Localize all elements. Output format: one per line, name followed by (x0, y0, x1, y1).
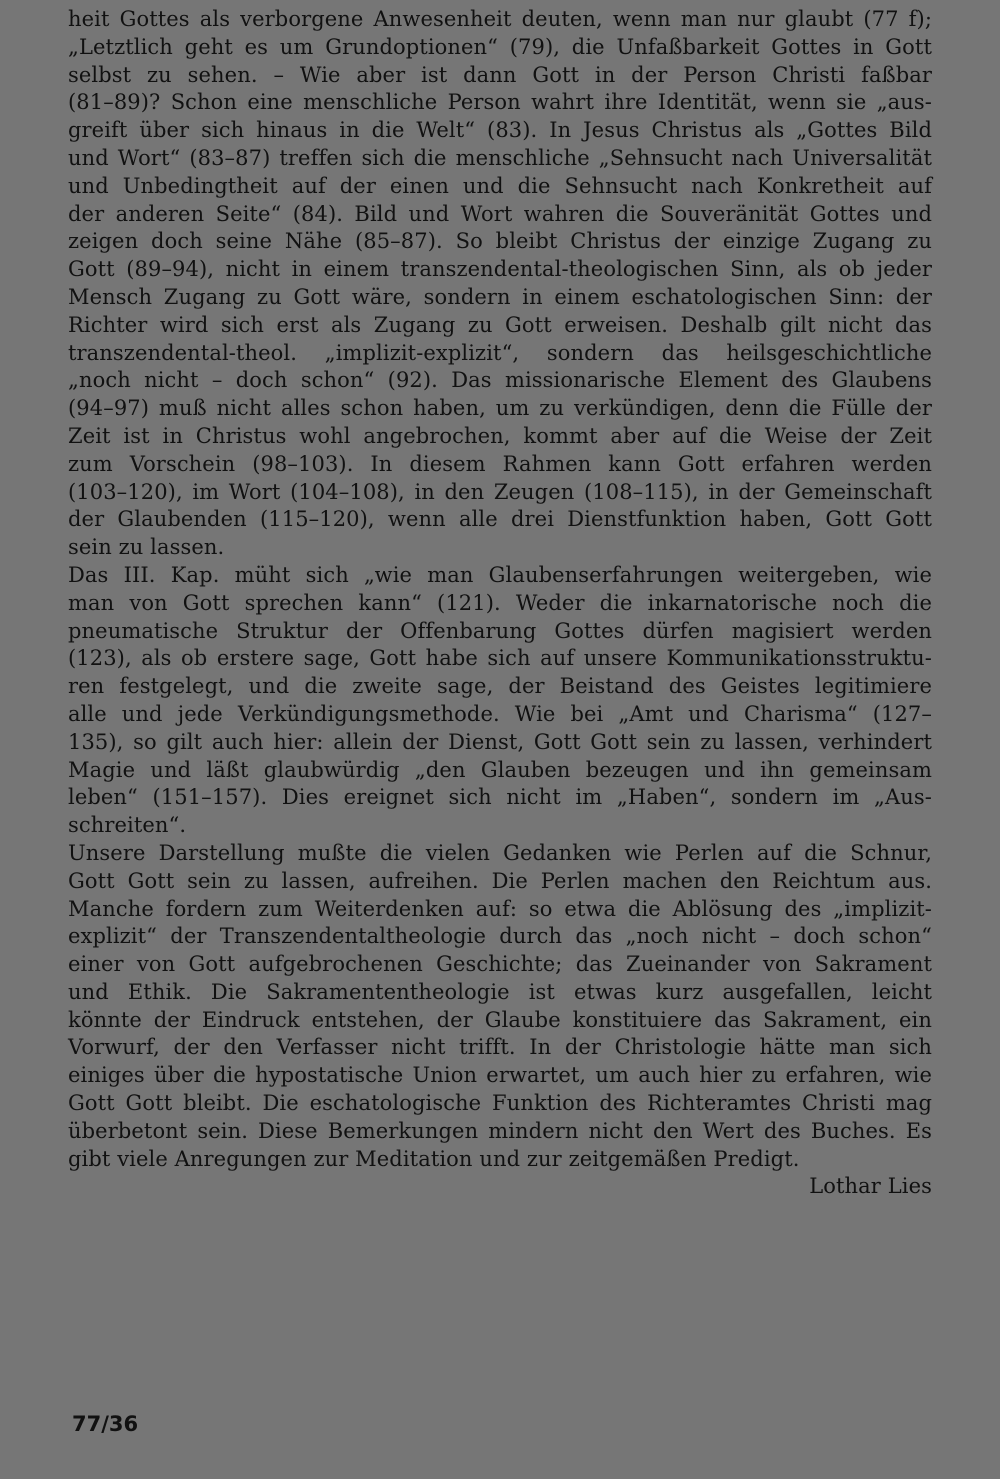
text-line: zeigen doch seine Nähe (85–87). So bleibt Christus der einzige Zugang zu (68, 229, 932, 254)
text-line: einer von Gott aufgebrochenen Geschichte; das Zueinander von Sakrament (68, 952, 932, 977)
text-line: (81–89)? Schon eine menschliche Person wahrt ihre Identität, wenn sie „aus- (68, 90, 932, 115)
text-line: transzendental-theol. „implizit-explizit“, sondern das heilsgeschichtliche (68, 340, 932, 365)
text-line: Gott Gott bleibt. Die eschatologische Funktion des Richteramtes Christi mag (68, 1091, 932, 1116)
text-line: alle und jede Verkündigungsmethode. Wie bei „Amt und Charisma“ (127– (68, 701, 932, 726)
author-signature: Lothar Lies (809, 1174, 932, 1199)
text-line: (103–120), im Wort (104–108), in den Zeugen (108–115), in der Gemeinschaft (68, 479, 932, 504)
text-line: Gott Gott sein zu lassen, aufreihen. Die Perlen machen den Reichtum aus. (68, 868, 932, 893)
review-text (68, 6, 932, 1201)
text-line: ren festgelegt, und die zweite sage, der Beistand des Geistes legitimiere (68, 674, 932, 699)
text-line: Das III. Kap. müht sich „wie man Glaubenserfahrungen weitergeben, wie (68, 562, 932, 587)
page-number: 77/36 (72, 1412, 139, 1436)
text-line: Richter wird sich erst als Zugang zu Gott erweisen. Deshalb gilt nicht das (68, 312, 932, 337)
text-line: der Glaubenden (115–120), wenn alle drei Dienstfunktion haben, Gott Gott (68, 507, 932, 532)
text-line: und Ethik. Die Sakramententheologie ist etwas kurz ausgefallen, leicht (68, 979, 932, 1004)
text-line: man von Gott sprechen kann“ (121). Weder die inkarnatorische noch die (68, 590, 932, 615)
text-line: explizit“ der Transzendentaltheologie durch das „noch nicht – doch schon“ (68, 924, 932, 949)
text-line: Zeit ist in Christus wohl angebrochen, kommt aber auf die Weise der Zeit (68, 423, 932, 448)
text-line: Unsere Darstellung mußte die vielen Gedanken wie Perlen auf die Schnur, (68, 840, 932, 865)
text-line: und Wort“ (83–87) treffen sich die menschliche „Sehnsucht nach Universalität (68, 145, 932, 170)
text-line: gibt viele Anregungen zur Meditation und zur zeitgemäßen Predigt. (68, 1146, 800, 1171)
text-line: (94–97) muß nicht alles schon haben, um zu verkündigen, denn die Fülle der (68, 396, 932, 421)
text-line: „noch nicht – doch schon“ (92). Das missionarische Element des Glaubens (68, 368, 932, 393)
text-line: überbetont sein. Diese Bemerkungen mindern nicht den Wert des Buches. Es (68, 1118, 932, 1143)
text-line: könnte der Eindruck entstehen, der Glaube konstituiere das Sakrament, ein (68, 1007, 932, 1032)
text-line: leben“ (151–157). Dies ereignet sich nicht im „Haben“, sondern im „Aus- (68, 785, 932, 810)
text-line: Mensch Zugang zu Gott wäre, sondern in einem eschatologischen Sinn: der (68, 284, 932, 309)
text-line: selbst zu sehen. – Wie aber ist dann Gott in der Person Christi faßbar (68, 62, 932, 87)
text-line: Magie und läßt glaubwürdig „den Glauben bezeugen und ihn gemeinsam (68, 757, 932, 782)
text-line: Gott (89–94), nicht in einem transzendental-theologischen Sinn, als ob jeder (68, 257, 932, 282)
text-line: der anderen Seite“ (84). Bild und Wort wahren die Souveränität Gottes und (68, 201, 932, 226)
text-line: heit Gottes als verborgene Anwesenheit deuten, wenn man nur glaubt (77 f); (68, 7, 932, 31)
text-line: Manche fordern zum Weiterdenken auf: so etwa die Ablösung des „implizit- (68, 896, 932, 921)
text-line: sein zu lassen. (68, 535, 225, 560)
text-line: schreiten“. (68, 813, 187, 838)
text-line: „Letztlich geht es um Grundoptionen“ (79), die Unfaßbarkeit Gottes in Gott (68, 34, 932, 59)
text-line: 135), so gilt auch hier: allein der Dienst, Gott Gott sein zu lassen, verhindert (68, 729, 932, 754)
text-line: (123), als ob erstere sage, Gott habe sich auf unsere Kommunikationsstruktu- (68, 646, 932, 671)
text-line: einiges über die hypostatische Union erwartet, um auch hier zu erfahren, wie (68, 1063, 932, 1088)
text-line: zum Vorschein (98–103). In diesem Rahmen kann Gott erfahren werden (68, 451, 932, 476)
text-line: und Unbedingtheit auf der einen und die Sehnsucht nach Konkretheit auf (68, 173, 932, 198)
text-line: pneumatische Struktur der Offenbarung Gottes dürfen magisiert werden (68, 618, 932, 643)
text-line: greift über sich hinaus in die Welt“ (83). In Jesus Christus als „Gottes Bild (68, 118, 932, 143)
text-line: Vorwurf, der den Verfasser nicht trifft. In der Christologie hätte man sich (68, 1035, 932, 1060)
